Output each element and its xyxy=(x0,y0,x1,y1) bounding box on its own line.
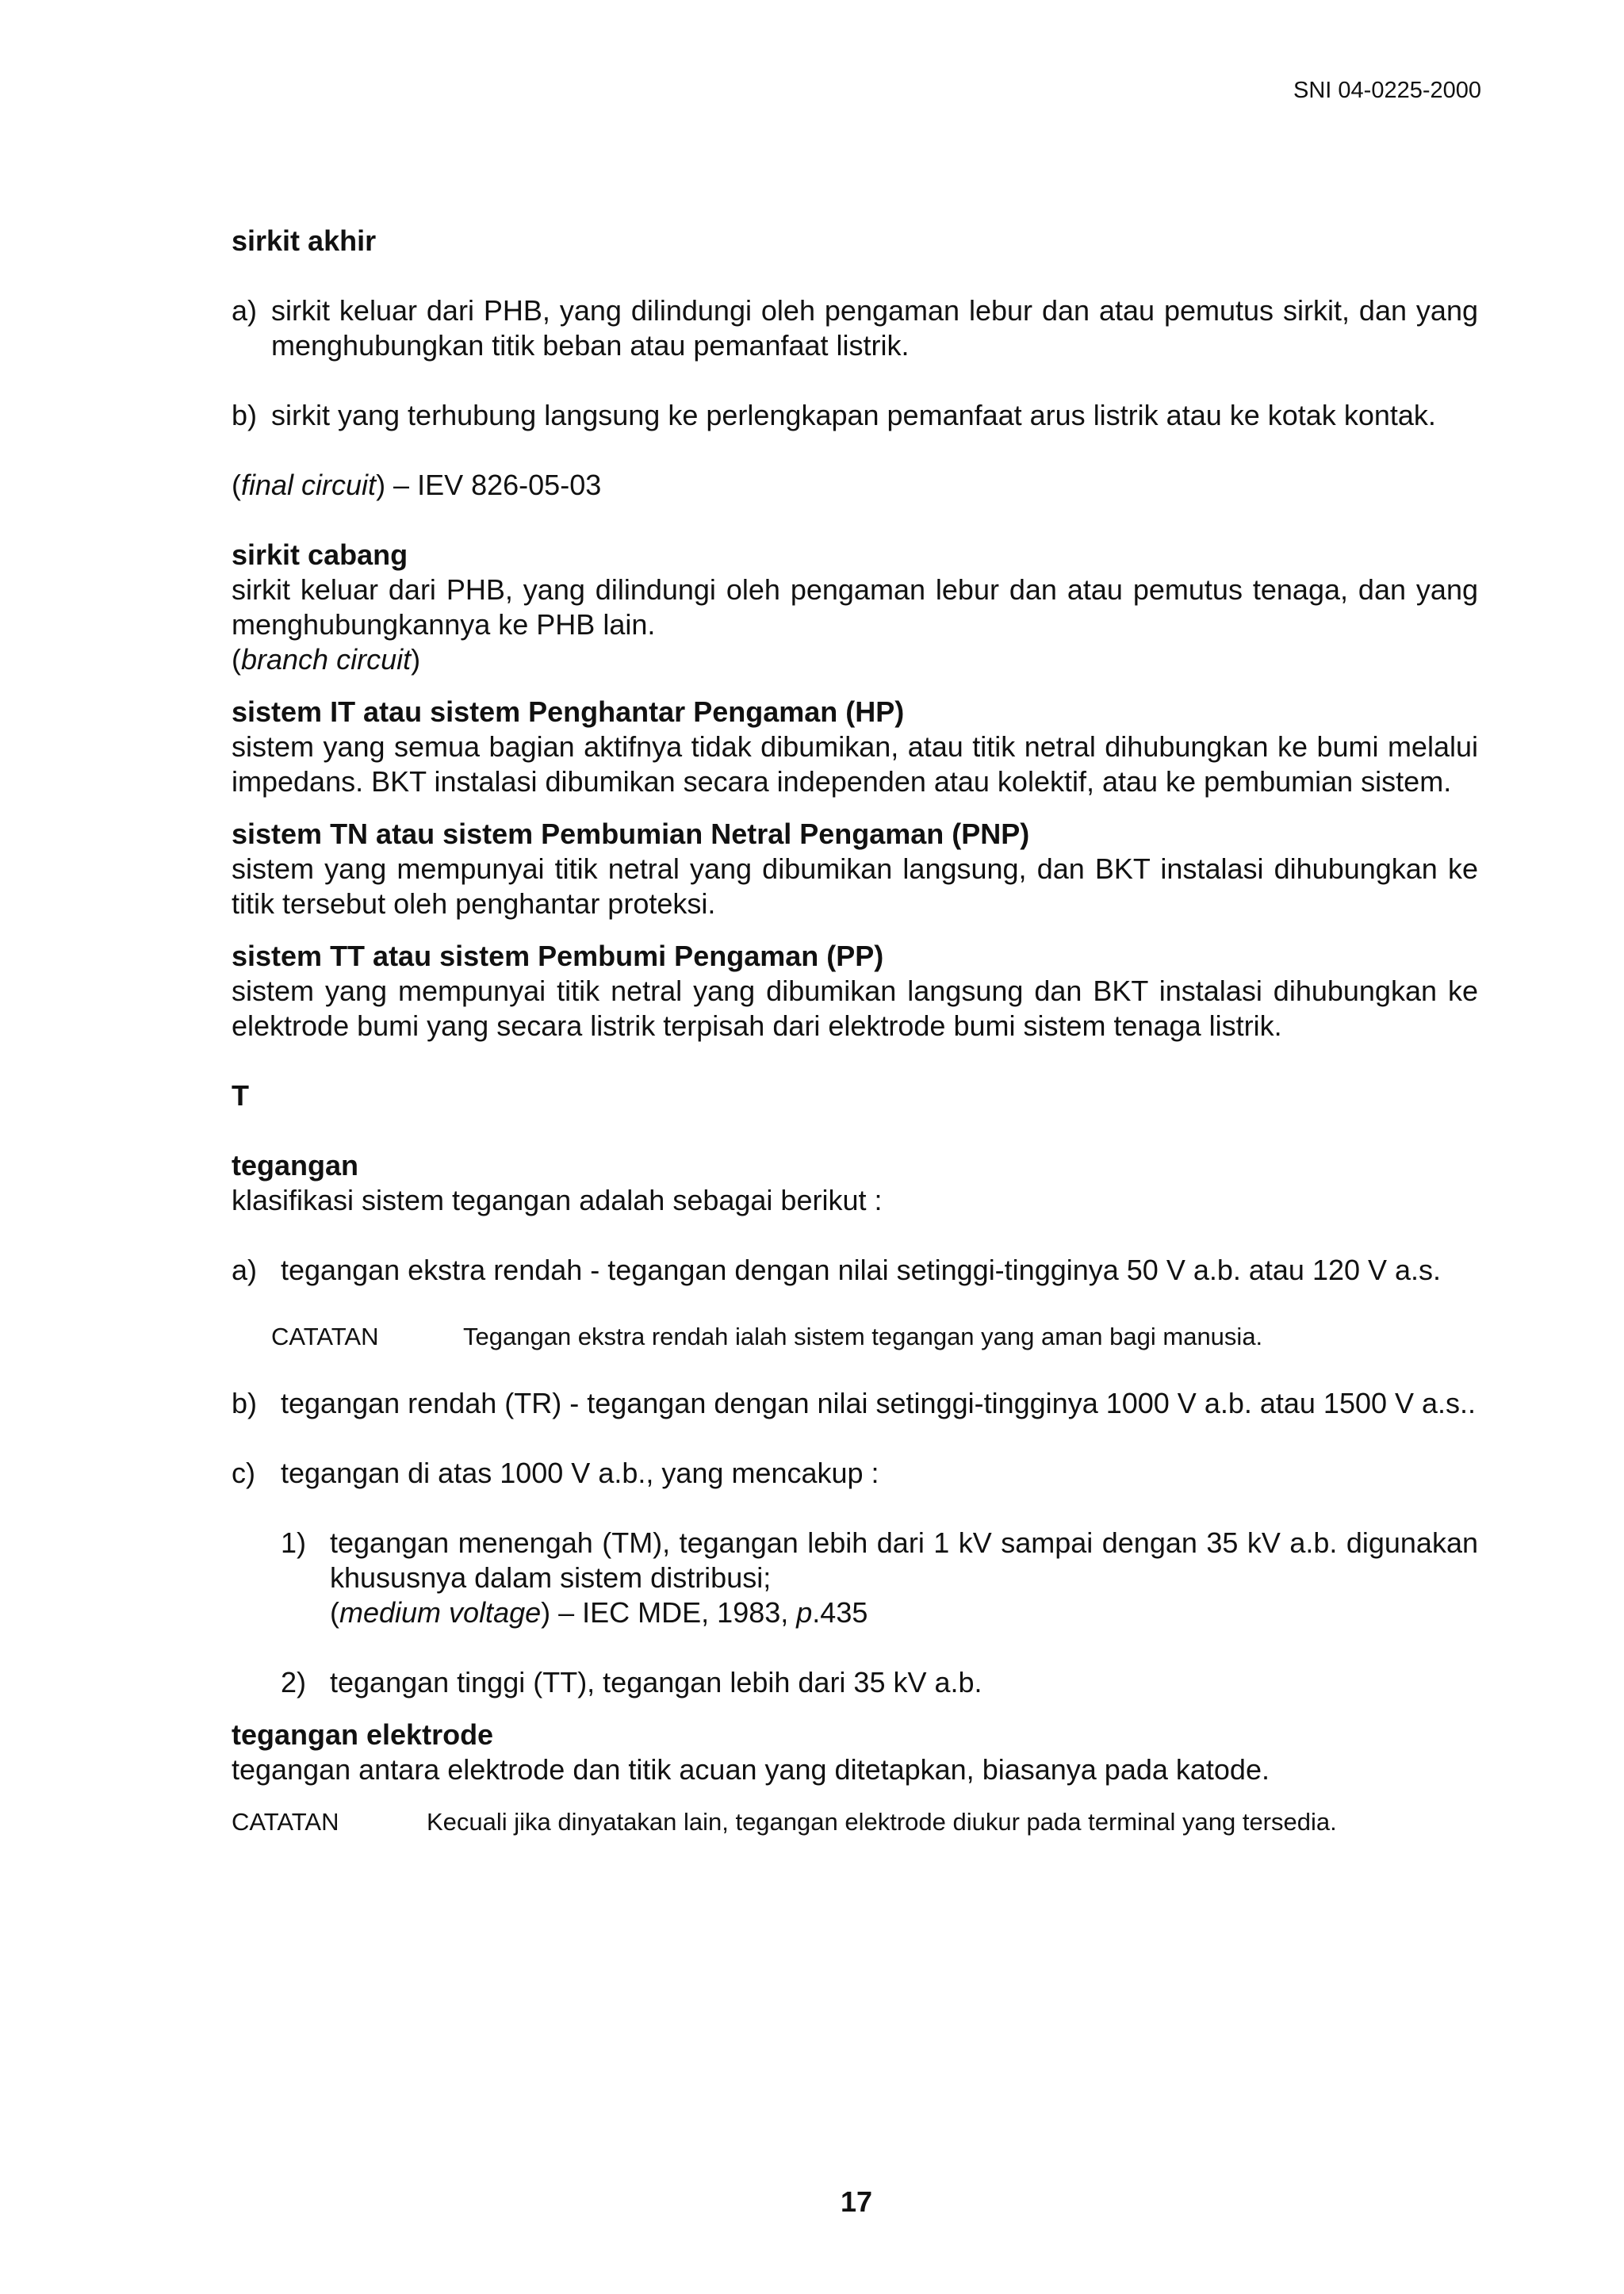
definition-text: sistem yang mempunyai titik netral yang dibumikan langsung, dan BKT instalasi dihubungkan ke titik tersebut oleh penghantar proteksi. xyxy=(232,852,1478,920)
term-tegangan: tegangan xyxy=(232,1149,359,1181)
ref-source: ) – IEC MDE, 1983, xyxy=(541,1596,797,1629)
ref-paren: ( xyxy=(232,469,241,501)
note xyxy=(232,1805,1478,1840)
term-sistem-it: sistem IT atau sistem Penghantar Pengaman (HP) xyxy=(232,695,905,728)
definition-text: sistem yang mempunyai titik netral yang dibumikan langsung dan BKT instalasi dihubungkan ke elektrode bumi yang secara listrik terpisah dari elektrode bumi sistem tenaga listrik. xyxy=(232,975,1478,1042)
section-letter: T xyxy=(232,1079,249,1112)
term-sistem-tt: sistem TT atau sistem Pembumi Pengaman (PP) xyxy=(232,940,884,972)
ref-page-abbrev: p xyxy=(796,1596,813,1629)
item-label: c) xyxy=(232,1457,255,1489)
definition-text: sistem yang semua bagian aktifnya tidak dibumikan, atau titik netral dihubungkan ke bumi melalui impedans. BKT instalasi dibumikan secara independen atau kolektif, atau ke pembumian sistem. xyxy=(232,730,1478,798)
term-sistem-tn: sistem TN atau sistem Pembumian Netral Pengaman (PNP) xyxy=(232,818,1030,850)
definition-text: klasifikasi sistem tegangan adalah sebagai berikut : xyxy=(232,1184,883,1216)
ref-paren: ( xyxy=(330,1596,339,1629)
note-label: CATATAN xyxy=(232,1808,339,1836)
item-label: 1) xyxy=(281,1526,307,1559)
term-sirkit-cabang: sirkit cabang xyxy=(232,538,408,571)
ref-paren: ( xyxy=(232,643,241,676)
note-label: CATATAN xyxy=(271,1323,379,1350)
note-text: Kecuali jika dinyatakan lain, tegangan elektrode diukur pada terminal yang tersedia. xyxy=(427,1808,1337,1836)
english-term: final circuit xyxy=(241,469,377,501)
list-item xyxy=(232,293,1478,363)
item-label: a) xyxy=(232,294,258,327)
list-item xyxy=(232,1456,1478,1491)
sub-list-item xyxy=(281,1665,1478,1700)
list-item xyxy=(232,1253,1478,1288)
item-text: sirkit keluar dari PHB, yang dilindungi oleh pengaman lebur dan atau pemutus sirkit, dan yang menghubungkan titik beban atau pemanfaat listrik. xyxy=(271,294,1478,362)
ref-source: ) – IEV 826-05-03 xyxy=(376,469,602,501)
reference-final-circuit xyxy=(232,468,1478,503)
ref-page: .435 xyxy=(812,1596,868,1629)
item-label: a) xyxy=(232,1254,258,1286)
english-term: branch circuit xyxy=(241,643,412,676)
item-label: 2) xyxy=(281,1666,307,1698)
reference-branch-circuit xyxy=(232,642,1478,677)
document-code: SNI 04-0225-2000 xyxy=(1293,78,1481,103)
list-item xyxy=(232,398,1478,433)
term-tegangan-elektrode: tegangan elektrode xyxy=(232,1718,494,1751)
note xyxy=(271,1319,1478,1354)
ref-paren: ) xyxy=(411,643,421,676)
sub-list-item xyxy=(281,1526,1478,1595)
list-item xyxy=(232,1386,1478,1421)
item-text: tegangan tinggi (TT), tegangan lebih dari 35 kV a.b. xyxy=(330,1666,982,1698)
english-term: medium voltage xyxy=(339,1596,542,1629)
page-number: 17 xyxy=(840,2185,873,2218)
item-label: b) xyxy=(232,399,258,431)
item-text: tegangan di atas 1000 V a.b., yang mencakup : xyxy=(281,1457,879,1489)
reference-medium-voltage xyxy=(330,1595,1478,1630)
item-text: tegangan ekstra rendah - tegangan dengan nilai setinggi-tingginya 50 V a.b. atau 120 V a.s. xyxy=(281,1254,1442,1286)
item-text: sirkit yang terhubung langsung ke perlengkapan pemanfaat arus listrik atau ke kotak kontak. xyxy=(271,399,1436,431)
note-text: Tegangan ekstra rendah ialah sistem tegangan yang aman bagi manusia. xyxy=(463,1323,1263,1350)
definition-text: sirkit keluar dari PHB, yang dilindungi oleh pengaman lebur dan atau pemutus tenaga, dan yang menghubungkannya ke PHB lain. xyxy=(232,573,1478,641)
item-text: tegangan rendah (TR) - tegangan dengan nilai setinggi-tingginya 1000 V a.b. atau 1500 V a.s.. xyxy=(281,1387,1477,1419)
item-label: b) xyxy=(232,1387,258,1419)
term-sirkit-akhir: sirkit akhir xyxy=(232,224,377,257)
definition-text: tegangan antara elektrode dan titik acuan yang ditetapkan, biasanya pada katode. xyxy=(232,1753,1270,1786)
item-text: tegangan menengah (TM), tegangan lebih dari 1 kV sampai dengan 35 kV a.b. digunakan khususnya dalam sistem distribusi; xyxy=(330,1526,1478,1594)
document-body xyxy=(232,224,1478,1840)
